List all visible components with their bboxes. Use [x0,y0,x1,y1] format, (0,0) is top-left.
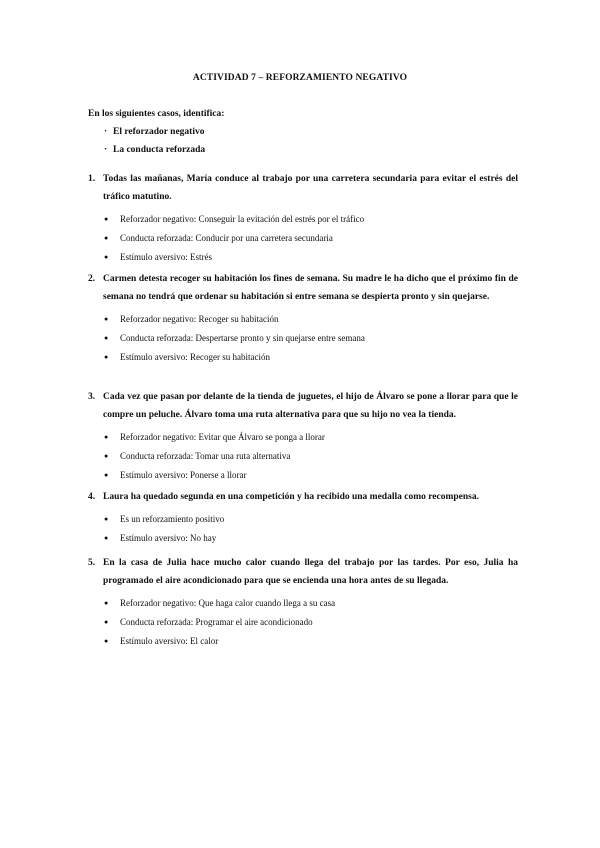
intro-text: En los siguientes casos, identifica: [88,109,225,119]
bullet-icon: ● [104,253,109,261]
question-text: Laura ha quedado segunda en una competición y ha recibido una medalla como recompensa. [103,492,479,502]
bullet-icon: ● [104,599,109,607]
bullet-icon: ● [104,452,109,460]
answer-item: ● Estímulo aversivo: Recoger su habitación [88,350,518,369]
bullet-icon: · [104,145,108,155]
question-number: 5. [88,558,96,568]
bullet-icon: ● [104,353,109,361]
question-4 [88,488,518,550]
question-text: En la casa de Julia hace mucho calor cuando llega del trabajo por las tardes. Por eso, Julia ha programado el aire acondicionado para que se encienda una hora antes de su llegada. [103,558,518,586]
answer-item: ● Conducta reforzada: Despertarse pronto y sin quejarse entre semana [88,331,518,350]
question-number: 1. [88,174,96,184]
answer-list [88,212,518,269]
answer-item: ● Reforzador negativo: Recoger su habitación [88,312,518,331]
bullet-icon: ● [104,618,109,626]
bullet-icon: ● [104,334,109,342]
answer-item: ● Es un reforzamiento positivo [88,512,518,531]
question-2 [88,270,518,369]
bullet-icon: ● [104,433,109,441]
bullet-icon: ● [104,215,109,223]
answer-list [88,312,518,369]
answer-item: ● Conducta reforzada: Conducir por una carretera secundaria [88,231,518,250]
intro-list [104,127,205,163]
answer-item: ● Conducta reforzada: Tomar una ruta alternativa [88,449,518,468]
question-number: 3. [88,392,96,402]
bullet-icon: · [104,127,108,137]
question-text: Cada vez que pasan por delante de la tienda de juguetes, el hijo de Álvaro se pone a llorar para que le compre un peluche. Álvaro toma una ruta alternativa para que su hijo no vea la tienda. [103,392,518,420]
answer-list [88,596,518,653]
intro-item: · La conducta reforzada [104,145,206,155]
answer-item: ● Reforzador negativo: Conseguir la evitación del estrés por el tráfico [88,212,518,231]
bullet-icon: ● [104,515,109,523]
bullet-icon: ● [104,234,109,242]
answer-item: ● Conducta reforzada: Programar el aire acondicionado [88,615,518,634]
answer-item: ● Estímulo aversivo: Ponerse a llorar [88,468,518,487]
question-1 [88,170,518,269]
question-5 [88,554,518,653]
bullet-icon: ● [104,637,109,645]
answer-item: ● Reforzador negativo: Evitar que Álvaro se ponga a llorar [88,430,518,449]
intro-item: · El reforzador negativo [104,127,205,137]
question-number: 2. [88,274,96,284]
answer-item: ● Estímulo aversivo: Estrés [88,250,518,269]
bullet-icon: ● [104,534,109,542]
answer-item: ● Reforzador negativo: Que haga calor cuando llega a su casa [88,596,518,615]
answer-list [88,430,518,487]
question-text: Todas las mañanas, María conduce al trabajo por una carretera secundaria para evitar el estrés del tráfico matutino. [103,174,518,202]
answer-item: ● Estímulo aversivo: No hay [88,531,518,550]
answer-list [88,512,518,550]
bullet-icon: ● [104,471,109,479]
question-text: Carmen detesta recoger su habitación los fines de semana. Su madre le ha dicho que el próximo fin de semana no tendrá que ordenar su habitación si entre semana se despierta pronto y sin quejarse. [103,274,518,302]
question-3 [88,388,518,487]
question-number: 4. [88,492,96,502]
answer-item: ● Estímulo aversivo: El calor [88,634,518,653]
page-title: ACTIVIDAD 7 – REFORZAMIENTO NEGATIVO [192,73,408,83]
bullet-icon: ● [104,315,109,323]
